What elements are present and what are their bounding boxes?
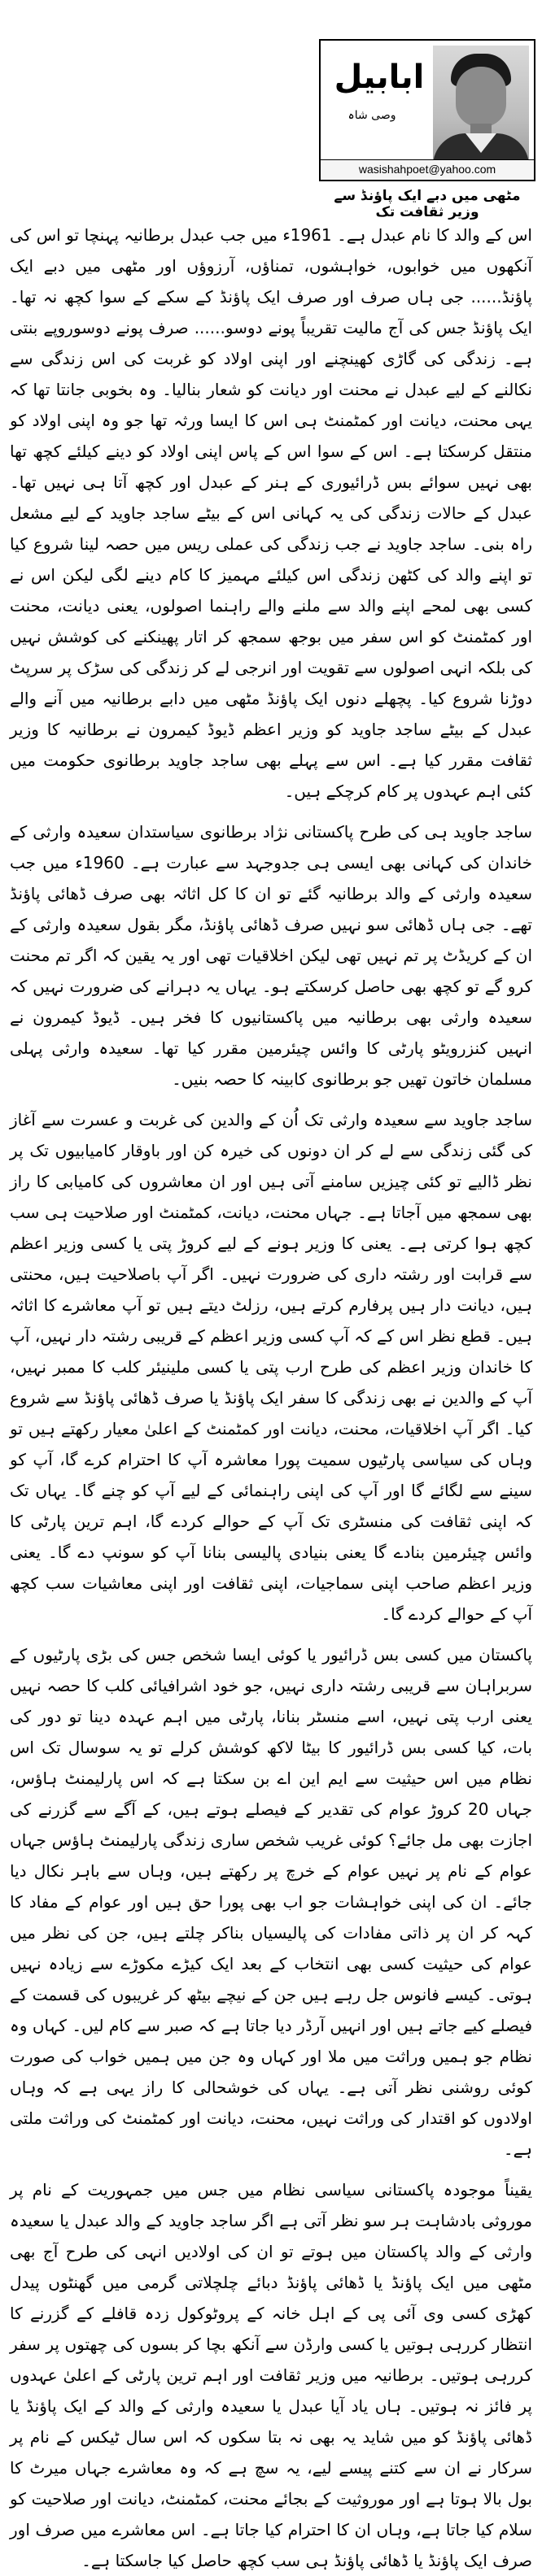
article-paragraph: پاکستان میں کسی بس ڈرائیور یا کوئی ایسا شخص جس کی بڑی پارٹیوں کے سربراہان سے قریبی رشتہ داری نہیں، جو خود اشرافیائی کلب کا حصہ نہیں یعنی ارب پتی نہیں، اسے منسٹر بنانا، پارٹی میں اہم عہدہ دینا تو دور کی بات، کیا کسی بس ڈرائیور کا بیٹا لاکھ کوشش کرلے تو یہ سوسال تک اس نظام میں اس حیثیت سے ایم این اے بن سکتا ہے کہ اس پارلیمنٹ ہاؤس، جہاں 20 کروڑ عوام کی تقدیر کے فیصلے ہوتے ہیں، کے آگے سے گزرنے کی اجازت بھی مل جائے؟ کوئی غریب شخص ساری زندگی پارلیمنٹ ہاؤس جہاں عوام کے نام پر نہیں عوام کے خرچ پر رکھتے ہیں، وہاں سے باہر نکال دیا جائے۔ ان کی اپنی خواہشات جو اب بھی پورا حق ہیں اور عوام کے مفاد کا کہہ کر ان پر ذاتی مفادات کی پالیسیاں بناکر چلتے ہیں، جن کی نظر میں عوام کی حیثیت کسی بھی انتخاب کے بعد ایک کیڑے مکوڑے سے زیادہ نہیں ہوتی۔ کیسے فانوس جل رہے ہیں جن کے نیچے بیٹھ کر غریبوں کی قسمت کے فیصلے کیے جاتے ہیں اور انہیں آرڈر دیا جاتا ہے کہ صبر سے کام لیں۔ کہاں وہ نظام جو ہمیں وراثت میں ملا اور کہاں وہ جن میں ہمیں خواب کی صورت کوئی روشنی نظر آتی ہے۔ یہاں کی خوشحالی کا راز یہی ہے کہ وہاں اولادوں کو اقتدار کی وراثت نہیں، محنت، دیانت اور کمٹمنٹ کی وراثت ملتی ہے۔ (10, 1645, 532, 2159)
column-header-box (319, 39, 535, 181)
article-paragraph: ساجد جاوید سے سعیدہ وارثی تک اُن کے والدین کی غربت و عسرت سے آغاز کی گئی زندگی سے لے کر ان دونوں کی خیرہ کن اور باوقار کامیابیوں تک پر نظر ڈالیے تو کئی چیزیں سامنے آتی ہیں اور ان معاشروں کی کامیابی کا راز بھی سمجھ میں آجاتا ہے۔ جہاں محنت، دیانت، کمٹمنٹ اور صلاحیت ہی سب کچھ ہوا کرتی ہے۔ یعنی کا وزیر ہونے کے لیے کروڑ پتی یا کسی وزیر اعظم سے قرابت اور رشتہ داری کی ضرورت نہیں۔ اگر آپ باصلاحیت ہیں، محنتی ہیں، دیانت دار ہیں پرفارم کرتے ہیں، رزلٹ دیتے ہیں تو آپ معاشرے کا اثاثہ ہیں۔ قطع نظر اس کے کہ آپ کسی وزیر اعظم کے قریبی رشتہ دار نہیں، آپ کا خاندان وزیر اعظم کی طرح ارب پتی یا کسی ملینیئر کلب کا ممبر نہیں، آپ کے والدین نے بھی زندگی کا سفر ایک پاؤنڈ یا صرف ڈھائی پاؤنڈ سے شروع کیا۔ اگر آپ اخلاقیات، محنت، دیانت اور کمٹمنٹ کے اعلیٰ معیار رکھتے ہیں تو وہاں کی سیاسی پارٹیوں سمیت پورا معاشرہ آپ کا احترام کرے گا، آپ کو سینے سے لگائے گا اور آپ کی اپنی راہنمائی کے لیے آپ کو چنے گا۔ یہاں تک کہ اپنی ثقافت کی منسٹری تک آپ کے حوالے کردے گا، اہم ترین پارٹی کا وائس چیئرمین بنادے گا یعنی بنیادی پالیسی بنانا آپ کو سونپ دے گا۔ یعنی وزیر اعظم صاحب اپنی سماجیات، اپنی ثقافت اور اپنی معاشیات سب کچھ آپ کے حوالے کردے گا۔ (10, 1110, 532, 1624)
author-name: وصی شاہ (347, 109, 396, 122)
author-photo (433, 46, 529, 168)
article-paragraph: ساجد جاوید ہی کی طرح پاکستانی نژاد برطانوی سیاستدان سعیدہ وارثی کے خاندان کی کہانی بھی ایسی ہی جدوجہد سے عبارت ہے۔ 1960ء میں جب سعیدہ وارثی کے والد برطانیہ گئے تو ان کا کل اثاثہ بھی صرف ڈھائی پاؤنڈ تھے۔ جی ہاں ڈھائی سو نہیں صرف ڈھائی پاؤنڈ، مگر بقول سعیدہ وارثی کے ان کے کریڈٹ پر تم نہیں تھی لیکن اخلاقیات تھی اور یہ یقین کہ اگر تم محنت کرو گے تو کچھ بھی حاصل کرسکتے ہو۔ یہاں یہ دہرانے کی ضرورت نہیں کہ سعیدہ وارثی بھی برطانیہ میں پاکستانیوں کا فخر ہیں۔ ڈیوڈ کیمرون نے انہیں کنزرویٹو پارٹی کا وائس چیئرمین مقرر کیا تھا۔ سعیدہ وارثی پہلی مسلمان خاتون تھیں جو برطانوی کابینہ کا حصہ بنیں۔ (10, 822, 532, 1089)
article-body (10, 220, 532, 2570)
email-bar (321, 159, 534, 180)
column-brand-logo: ابابیل (334, 59, 425, 96)
article-paragraph: اس کے والد کا نام عبدل ہے۔ 1961ء میں جب عبدل برطانیہ پہنچا تو اس کی آنکھوں میں خوابوں، خواہشوں، تمناؤں، آرزوؤں اور مٹھی میں دبے ایک پاؤنڈ...... جی ہاں صرف اور صرف ایک پاؤنڈ کے سکے کے سوا کچھ نہ تھا۔ ایک پاؤنڈ جس کی آج مالیت تقریباً پونے دوسو...... صرف پونے دوسوروپے بنتی ہے۔ زندگی کی گاڑی کھینچنے اور اپنی اولاد کو غربت کی اس زندگی سے نکالنے کے لیے عبدل نے محنت اور دیانت کو شعار بنالیا۔ وہ بخوبی جانتا تھا کہ یہی محنت، دیانت اور کمٹمنٹ ہی اس کا ایسا ورثہ تھا جو وہ اپنی اولاد کو منتقل کرسکتا ہے۔ اس کے سوا اس کے پاس اپنی اولاد کو دینے کیلئے کچھ تھا بھی نہیں سوائے بس ڈرائیوری کے ہنر کے عبدل اور کچھ آتا ہی نہیں تھا۔ عبدل کے حالات زندگی کی یہ کہانی اس کے بیٹے ساجد جاوید کے لیے مشعل راہ بنی۔ ساجد جاوید نے جب زندگی کی عملی ریس میں حصہ لینا شروع کیا تو اپنے والد کی کٹھن زندگی اس کیلئے مہمیز کا کام دینے لگی لیکن اس نے کسی بھی لمحے اپنے والد سے ملنے والے راہنما اصولوں، یعنی دیانت، محنت اور کمٹمنٹ کو اس سفر میں بوجھ سمجھ کر اتار پھینکنے کی کوشش نہیں کی بلکہ انہی اصولوں سے تقویت اور انرجی لے کر زندگی کی سڑک پر سرپٹ دوڑنا شروع کیا۔ پچھلے دنوں ایک پاؤنڈ مٹھی میں دابے برطانیہ میں آنے والے عبدل کے بیٹے ساجد جاوید کو وزیر اعظم ڈیوڈ کیمرون نے برطانیہ کا وزیر ثقافت مقرر کیا ہے۔ اس سے پہلے بھی ساجد جاوید برطانوی حکومت میں کئی اہم عہدوں پر کام کرچکے ہیں۔ (10, 225, 532, 801)
author-email: wasishahpoet@yahoo.com (358, 163, 496, 176)
article-paragraph: یقیناً موجودہ پاکستانی سیاسی نظام میں جس میں جمہوریت کے نام پر موروثی بادشاہت ہر سو نظر آتی ہے اگر ساجد جاوید کے والد عبدل یا سعیدہ وارثی کے والد پاکستان میں ہوتے تو ان کی اولادیں انہی کی طرح آج بھی مٹھی میں ایک پاؤنڈ یا ڈھائی پاؤنڈ دبائے چلچلاتی گرمی میں گھنٹوں پیدل کھڑی کسی وی آئی پی کے اہل خانہ کے پروٹوکول زدہ قافلے کے گزرنے کا انتظار کررہی ہوتیں یا کسی وارڈن سے آنکھ بچا کر بسوں کی چھتوں پر سفر کررہی ہوتیں۔ برطانیہ میں وزیر ثقافت اور اہم ترین پارٹی کے اعلیٰ عہدوں پر فائز نہ ہوتیں۔ ہاں یاد آیا عبدل یا سعیدہ وارثی کے والد کے ایک پاؤنڈ یا ڈھائی پاؤنڈ کو میں شاید یہ بھی نہ بتا سکوں کہ اس سال ٹیکس کے نام پر سرکار نے ان سے کتنے پیسے لیے، یہ سچ ہے کہ وہ معاشرے جہاں میرٹ کا بول بالا ہوتا ہے اور موروثیت کے بجائے محنت، کمٹمنٹ، دیانت اور صلاحیت کو سلام کیا جاتا ہے، وہاں ان کا احترام کیا جاتا ہے۔ اس معاشرے میں صرف اور صرف ایک پاؤنڈ یا ڈھائی پاؤنڈ ہی سب کچھ حاصل کیا جاسکتا ہے۔ (10, 2180, 532, 2570)
column-title: مٹھی میں دبے ایک پاؤنڈ سے وزیر ثقافت تک (334, 188, 521, 220)
